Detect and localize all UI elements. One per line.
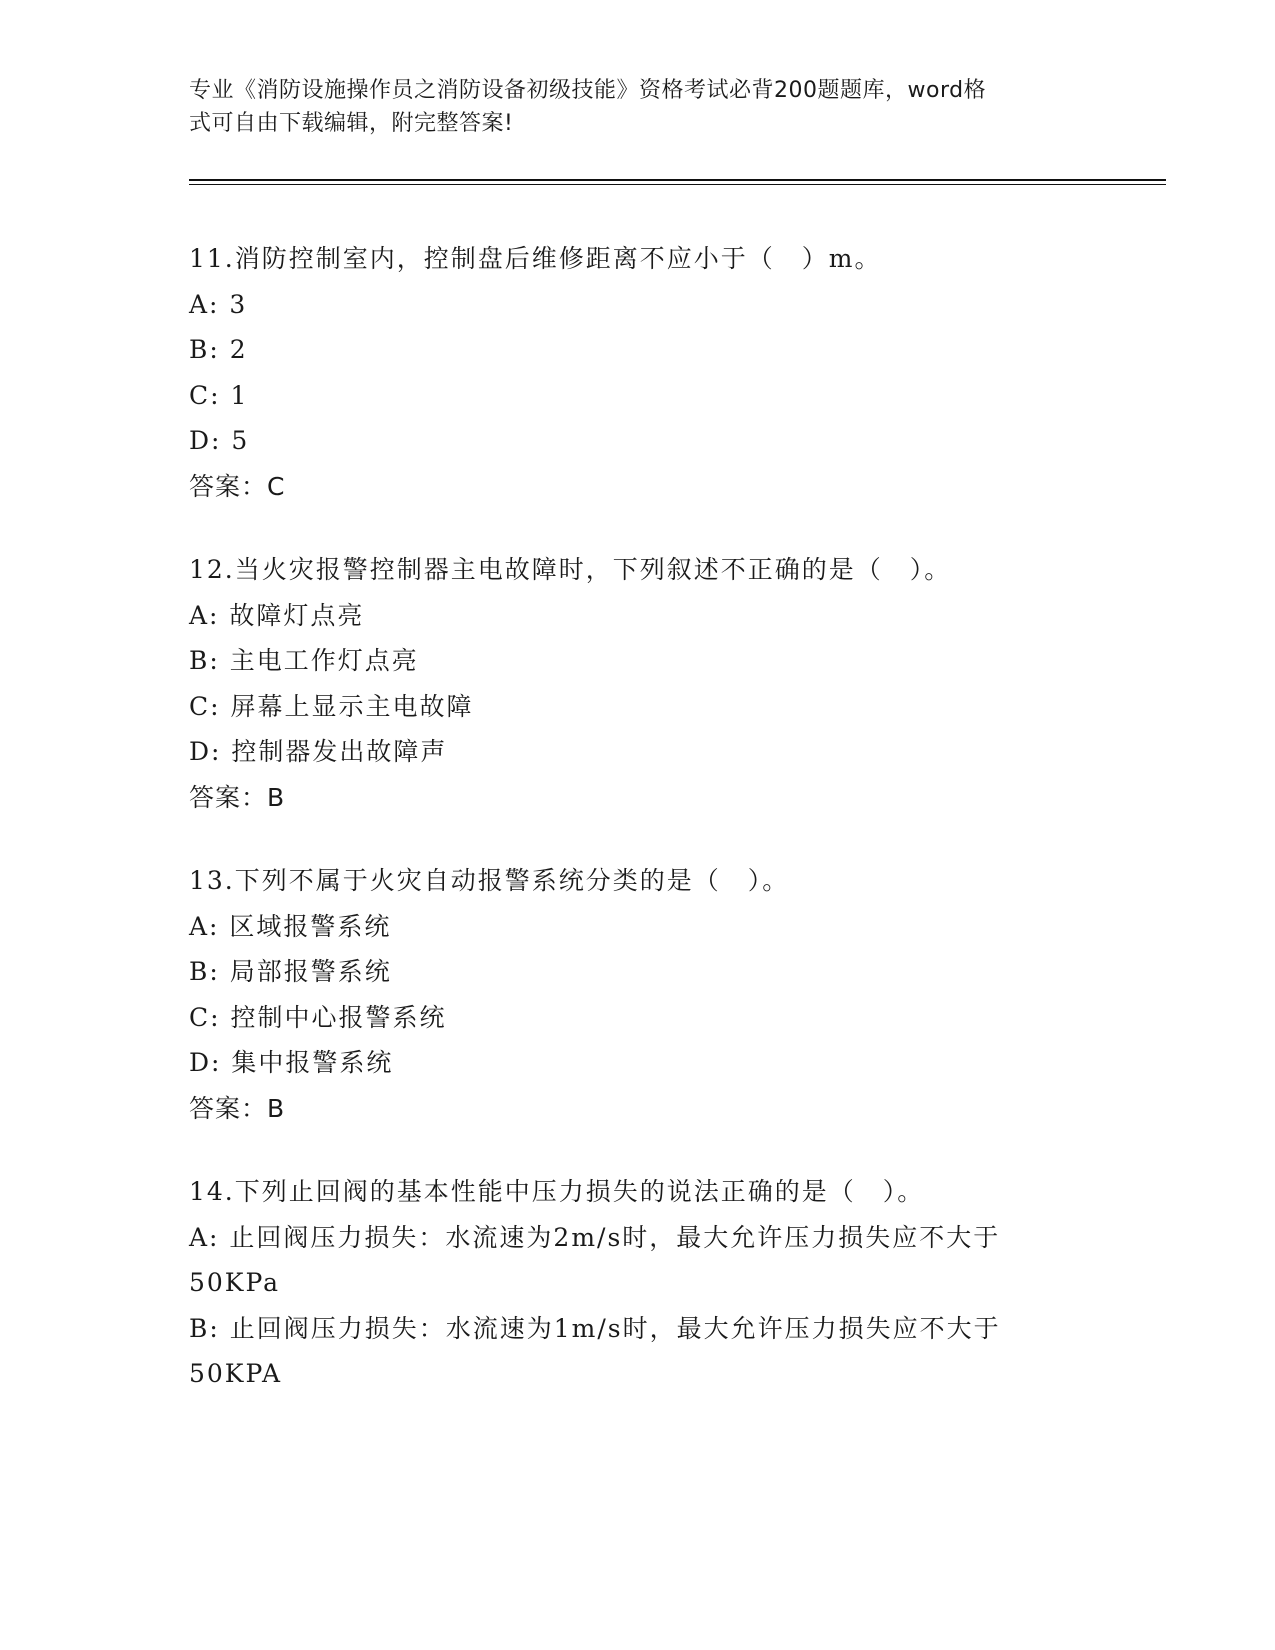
header-line-1: 专业《消防设施操作员之消防设备初级技能》资格考试必背200题题库，word格: [189, 78, 987, 103]
question-list: [189, 236, 1089, 1435]
document-header: [189, 74, 1089, 140]
question-title: 12.当火灾报警控制器主电故障时，下列叙述不正确的是（ ）。: [189, 555, 952, 584]
option-b: B: 止回阀压力损失：水流速为1m/s时，最大允许压力损失应不大于50KPA: [189, 1313, 1001, 1388]
question-title: 13.下列不属于火灾自动报警系统分类的是（ ）。: [189, 866, 790, 895]
question-12: [189, 547, 1089, 820]
option-c: C: 屏幕上显示主电故障: [189, 691, 474, 721]
option-d: D: 集中报警系统: [189, 1048, 394, 1077]
option-a: A: 故障灯点亮: [189, 600, 365, 630]
option-a: A: 区域报警系统: [189, 911, 392, 941]
answer-line: 答案：B: [189, 1093, 286, 1123]
header-divider-thick: [189, 179, 1166, 181]
question-14: [189, 1169, 1089, 1397]
answer-line: 答案：C: [189, 471, 286, 501]
option-a: A: 止回阀压力损失：水流速为2m/s时，最大允许压力损失应不大于50KPa: [189, 1222, 1001, 1297]
option-d: D: 5: [189, 426, 250, 455]
header-divider-thin: [189, 184, 1166, 185]
answer-line: 答案：B: [189, 782, 286, 812]
option-c: C: 1: [189, 380, 249, 410]
question-13: [189, 858, 1089, 1131]
option-b: B: 局部报警系统: [189, 957, 392, 986]
option-d: D: 控制器发出故障声: [189, 737, 448, 766]
option-a: A: 3: [189, 289, 248, 319]
option-b: B: 主电工作灯点亮: [189, 646, 419, 675]
option-b: B: 2: [189, 335, 248, 364]
question-11: [189, 236, 1089, 509]
header-line-2: 式可自由下载编辑，附完整答案!: [189, 111, 514, 136]
option-c: C: 控制中心报警系统: [189, 1002, 447, 1032]
question-title: 11.消防控制室内，控制盘后维修距离不应小于（ ）m。: [189, 244, 882, 273]
question-title: 14.下列止回阀的基本性能中压力损失的说法正确的是（ ）。: [189, 1177, 925, 1206]
